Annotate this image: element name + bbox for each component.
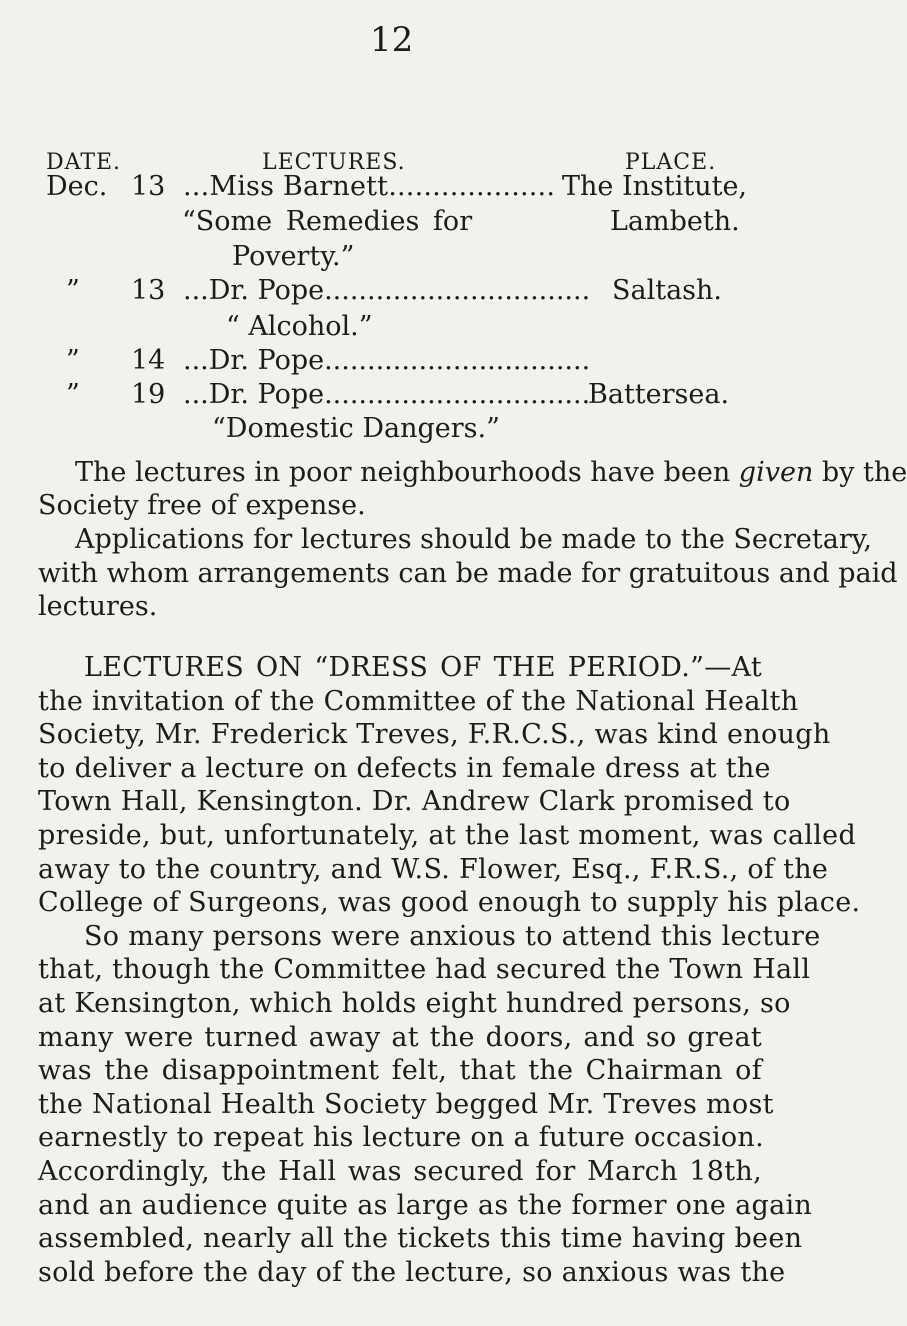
paragraph-applications	[75, 523, 873, 556]
article-line: So many persons were anxious to attend this lecture	[84, 920, 821, 952]
row-4-day: 19	[131, 379, 166, 410]
article-line: assembled, nearly all the tickets this time having been	[38, 1223, 803, 1255]
paragraph-line: lectures.	[38, 591, 158, 622]
header-lectures: LECTURES.	[262, 150, 406, 175]
row-1-lecturer: ...Miss Barnett...................	[183, 171, 556, 202]
row-1-place: The Institute,	[562, 171, 748, 202]
article-line: College of Surgeons, was good enough to supply his place.	[38, 887, 861, 919]
row-1-subject-line2: Poverty.”	[232, 241, 355, 272]
row-4-place: Battersea.	[588, 379, 730, 410]
article-line: many were turned away at the doors, and so great	[38, 1021, 762, 1053]
paragraph-line: Applications for lectures should be made to the Secretary,	[75, 524, 873, 555]
row-2-subject: “ Alcohol.”	[226, 311, 373, 342]
paragraph-line: with whom arrangements can be made for gratuitous and paid	[38, 558, 898, 589]
row-2-day: 13	[131, 275, 166, 306]
article-line: to deliver a lecture on defects in female dress at the	[38, 752, 771, 784]
article-line: away to the country, and W.S. Flower, Esq., F.R.S., of the	[38, 853, 829, 885]
article-line: earnestly to repeat his lecture on a future occasion.	[38, 1122, 765, 1154]
row-2-place: Saltash.	[612, 275, 723, 306]
row-1-subject-line1: “Some Remedies for	[182, 206, 473, 237]
article-line: that, though the Committee had secured the Town Hall	[38, 954, 811, 986]
header-place: PLACE.	[625, 150, 717, 175]
row-3-day: 14	[131, 345, 166, 376]
article-line: at Kensington, which holds eight hundred persons, so	[38, 987, 791, 1019]
header-date: DATE.	[46, 150, 122, 175]
article-line: LECTURES ON “DRESS OF THE PERIOD.”—At	[84, 652, 762, 683]
row-1-place-line2: Lambeth.	[610, 206, 740, 237]
row-3-lecturer: ...Dr. Pope...............................	[183, 345, 591, 376]
row-2-lecturer: ...Dr. Pope...............................	[183, 275, 591, 306]
row-4-ditto: ”	[66, 379, 80, 410]
article-line: sold before the day of the lecture, so anxious was the	[38, 1256, 786, 1288]
paragraph-line: The lectures in poor neighbourhoods have been given by the	[75, 457, 907, 488]
article-line: Accordingly, the Hall was secured for March 18th,	[38, 1155, 762, 1187]
row-2-ditto: ”	[66, 275, 80, 306]
article-dress-of-the-period	[38, 651, 861, 1289]
article-line: preside, but, unfortunately, at the last moment, was called	[38, 819, 857, 851]
row-4-lecturer: ...Dr. Pope...............................	[183, 379, 591, 410]
paragraph-line: Society free of expense.	[38, 490, 366, 521]
article-line: the National Health Society begged Mr. Treves most	[38, 1088, 774, 1120]
paragraph-free-lectures	[75, 456, 907, 489]
row-4-subject: “Domestic Dangers.”	[212, 413, 500, 444]
article-line: Town Hall, Kensington. Dr. Andrew Clark promised to	[38, 786, 791, 818]
row-1-month: Dec.	[46, 171, 108, 202]
row-3-ditto: ”	[66, 345, 80, 376]
paragraph-applications-cont	[38, 557, 898, 623]
article-line: the invitation of the Committee of the National Health	[38, 685, 799, 717]
row-1-day: 13	[131, 171, 166, 202]
paragraph-free-lectures-cont	[38, 489, 762, 522]
article-line: was the disappointment felt, that the Chairman of	[38, 1055, 762, 1087]
page-number: 12	[370, 20, 414, 60]
article-line: Society, Mr. Frederick Treves, F.R.C.S., was kind enough	[38, 719, 831, 751]
article-line: and an audience quite as large as the former one again	[38, 1189, 813, 1221]
